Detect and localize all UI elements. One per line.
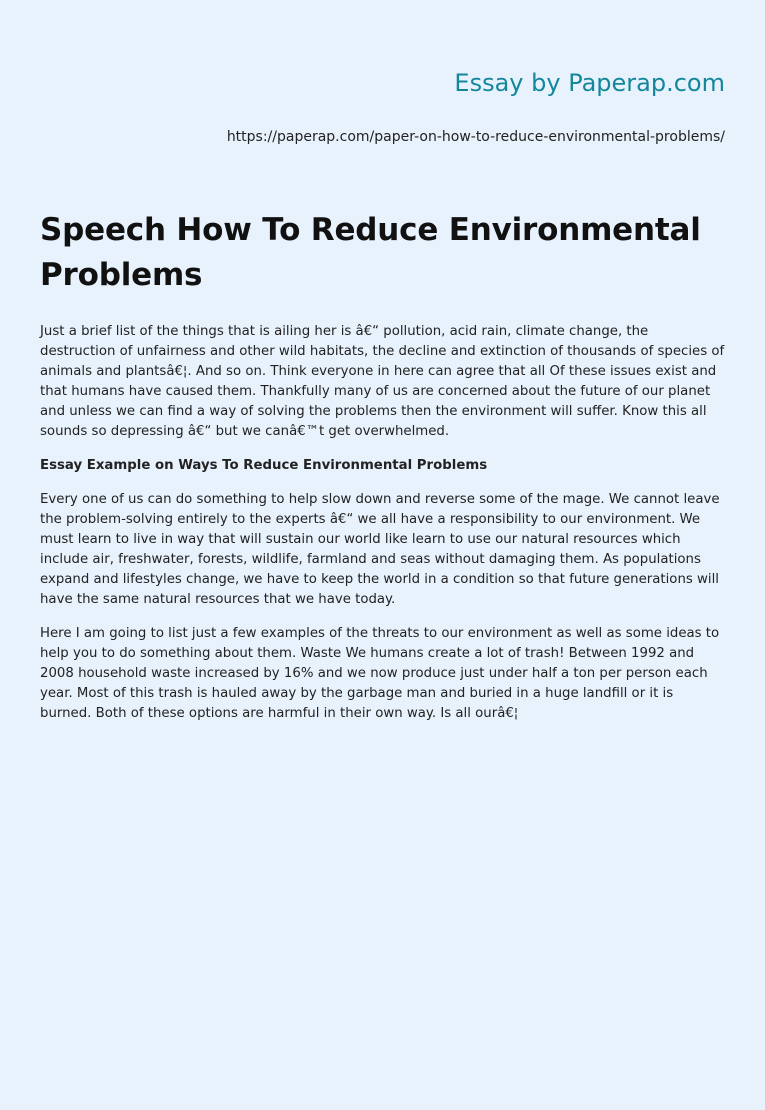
essay-body <box>40 322 726 738</box>
document-page <box>40 0 725 1110</box>
site-brand-link[interactable]: Essay by Paperap.com <box>454 69 725 97</box>
page-title: Speech How To Reduce Environmental Problems <box>40 212 701 293</box>
source-url[interactable]: https://paperap.com/paper-on-how-to-reduce-environmental-problems/ <box>226 129 725 145</box>
paragraph-responsibility: Every one of us can do something to help slow down and reverse some of the mage. We cannot leave the problem-solving entirely to the experts â€“ we all have a responsibility to our environment. We must learn to live in way that will sustain our world like learn to use our natural resources which include air, freshwater, forests, wildlife, farmland and seas without damaging them. As populations expand and lifestyles change, we have to keep the world in a condition so that future generations will have the same natural resources that we have today. <box>40 492 720 607</box>
paragraph-intro: Just a brief list of the things that is ailing her is â€“ pollution, acid rain, climate change, the destruction of unfairness and other wild habitats, the decline and extinction of thousands of species of animals and plantsâ€¦. And so on. Think everyone in here can agree that all Of these issues exist and that humans have caused them. Thankfully many of us are concerned about the future of our planet and unless we can find a way of solving the problems then the environment will suffer. Know this all sounds so depressing â€“ but we canâ€™t get overwhelmed. <box>40 324 725 439</box>
essay-subheading: Essay Example on Ways To Reduce Environmental Problems <box>40 458 488 473</box>
paragraph-threats: Here I am going to list just a few examples of the threats to our environment as well as some ideas to help you to do something about them. Waste We humans create a lot of trash! Between 1992 and 2008 household waste increased by 16% and we now produce just under half a ton per person each year. Most of this trash is hauled away by the garbage man and buried in a huge landfill or it is burned. Both of these options are harmful in their own way. Is all ourâ€¦ <box>40 626 720 721</box>
